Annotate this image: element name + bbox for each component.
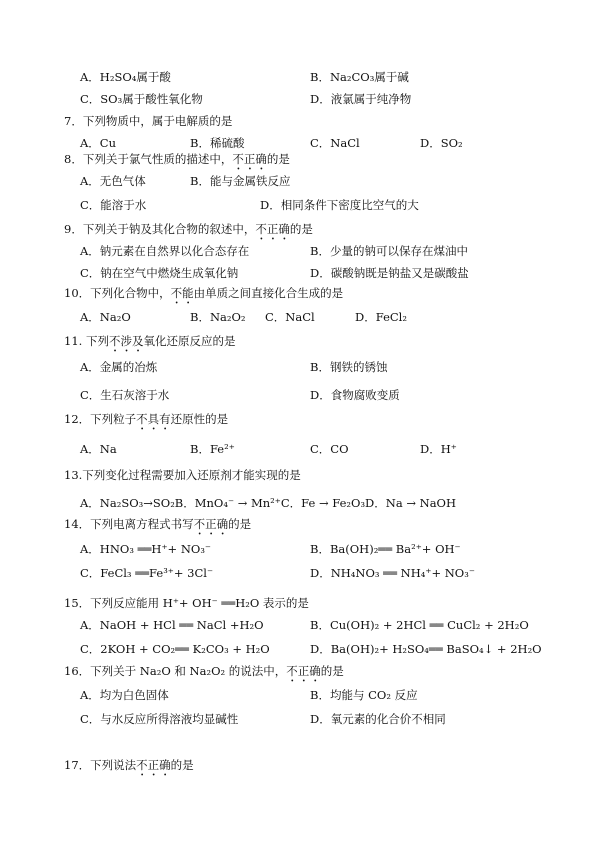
- emphasis-text: 不正确: [286, 664, 321, 678]
- question-line: [0, 515, 596, 533]
- answer-option: D．氧元素的化合价不相同: [310, 712, 446, 726]
- options-line: [0, 172, 596, 190]
- answer-option: D．Ba(OH)₂+ H₂SO₄══ BaSO₄↓ + 2H₂O: [310, 642, 542, 656]
- answer-option: D．H⁺: [420, 442, 457, 456]
- answer-option: B．稀硫酸: [190, 136, 245, 150]
- answer-option: B．能与金属铁反应: [190, 174, 291, 188]
- answer-option: A．NaOH + HCl ══ NaCl +H₂O: [80, 618, 264, 632]
- question-text: 17．下列说法不正确的是: [64, 758, 194, 772]
- question-text: 11. 下列不涉及氧化还原反应的是: [64, 334, 236, 348]
- emphasis-text: 不具有: [136, 412, 171, 426]
- answer-option: D．食物腐败变质: [310, 388, 400, 402]
- question-text: 9．下列关于钠及其化合物的叙述中，不正确的是: [64, 222, 313, 236]
- answer-option: C．生石灰溶于水: [80, 388, 170, 402]
- options-line: [0, 686, 596, 704]
- answer-option: C．SO₃属于酸性氧化物: [80, 92, 203, 106]
- question-line: [0, 112, 596, 130]
- answer-option: C．钠在空气中燃烧生成氧化钠: [80, 266, 239, 280]
- question-line: [0, 466, 596, 484]
- answer-option: D．FeCl₂: [355, 310, 407, 324]
- question-text: 10．下列化合物中，不能由单质之间直接化合生成的是: [64, 286, 344, 300]
- options-line: [0, 710, 596, 728]
- options-line: [0, 494, 596, 512]
- answer-option: B．Ba(OH)₂══ Ba²⁺+ OH⁻: [310, 542, 461, 556]
- emphasis-text: 不正确: [255, 222, 290, 236]
- answer-option: A．HNO₃ ══H⁺+ NO₃⁻: [80, 542, 211, 556]
- answer-option: B．少量的钠可以保存在煤油中: [310, 244, 468, 258]
- answer-option: B．均能与 CO₂ 反应: [310, 688, 418, 702]
- answer-option: D．碳酸钠既是钠盐又是碳酸盐: [310, 266, 469, 280]
- options-line: [0, 308, 596, 326]
- question-text: 16．下列关于 Na₂O 和 Na₂O₂ 的说法中，不正确的是: [64, 664, 344, 678]
- answer-option: A．Na₂SO₃→SO₂B．MnO₄⁻ → Mn²⁺C．Fe → Fe₂O₃D．Na → NaOH: [80, 496, 457, 510]
- emphasis-text: 不正确: [232, 152, 267, 166]
- answer-option: B．Na₂CO₃属于碱: [310, 70, 409, 84]
- answer-option: A．无色气体: [80, 174, 146, 188]
- answer-option: C．能溶于水: [80, 198, 147, 212]
- question-text: 13.下列变化过程需要加入还原剂才能实现的是: [64, 468, 301, 482]
- question-text: 7．下列物质中，属于电解质的是: [64, 114, 233, 128]
- answer-option: D．相同条件下密度比空气的大: [260, 198, 419, 212]
- answer-option: A．钠元素在自然界以化合态存在: [80, 244, 250, 258]
- options-line: [0, 616, 596, 634]
- question-line: [0, 332, 596, 350]
- options-line: [0, 540, 596, 558]
- emphasis-text: 不能: [170, 286, 194, 300]
- answer-option: A．Cu: [80, 136, 117, 150]
- options-line: [0, 90, 596, 108]
- question-line: [0, 756, 596, 774]
- answer-option: A．均为白色固体: [80, 688, 169, 702]
- options-line: [0, 264, 596, 282]
- answer-option: A．Na: [80, 442, 117, 456]
- question-line: [0, 284, 596, 302]
- question-text: 8．下列关于氯气性质的描述中，不正确的是: [64, 152, 290, 166]
- question-text: 12．下列粒子不具有还原性的是: [64, 412, 229, 426]
- question-line: [0, 150, 596, 168]
- options-line: [0, 358, 596, 376]
- options-line: [0, 640, 596, 658]
- answer-option: B．Na₂O₂: [190, 310, 246, 324]
- answer-option: B．Cu(OH)₂ + 2HCl ══ CuCl₂ + 2H₂O: [310, 618, 529, 632]
- answer-option: C．NaCl: [265, 310, 315, 324]
- question-line: [0, 594, 596, 612]
- options-line: [0, 196, 596, 214]
- emphasis-text: 不正确: [136, 758, 171, 772]
- answer-option: D．液氯属于纯净物: [310, 92, 412, 106]
- question-line: [0, 220, 596, 238]
- options-line: [0, 386, 596, 404]
- emphasis-text: 不涉及: [108, 334, 144, 348]
- options-line: [0, 440, 596, 458]
- options-line: [0, 242, 596, 260]
- options-line: [0, 68, 596, 86]
- answer-option: B．Fe²⁺: [190, 442, 235, 456]
- answer-option: A．Na₂O: [80, 310, 131, 324]
- answer-option: C．NaCl: [310, 136, 360, 150]
- answer-option: C．2KOH + CO₂══ K₂CO₃ + H₂O: [80, 642, 270, 656]
- answer-option: B．钢铁的锈蚀: [310, 360, 388, 374]
- question-line: [0, 662, 596, 680]
- answer-option: C．FeCl₃ ══Fe³⁺+ 3Cl⁻: [80, 566, 214, 580]
- answer-option: C．与水反应所得溶液均显碱性: [80, 712, 239, 726]
- answer-option: A．H₂SO₄属于酸: [80, 70, 171, 84]
- answer-option: C．CO: [310, 442, 349, 456]
- question-text: 15．下列反应能用 H⁺+ OH⁻ ══H₂O 表示的是: [64, 596, 309, 610]
- question-line: [0, 410, 596, 428]
- emphasis-text: 不正确: [193, 517, 229, 531]
- question-text: 14．下列电离方程式书写不正确的是: [64, 517, 252, 531]
- options-line: [0, 564, 596, 582]
- answer-option: D．SO₂: [420, 136, 463, 150]
- answer-option: A．金属的冶炼: [80, 360, 158, 374]
- answer-option: D．NH₄NO₃ ══ NH₄⁺+ NO₃⁻: [310, 566, 475, 580]
